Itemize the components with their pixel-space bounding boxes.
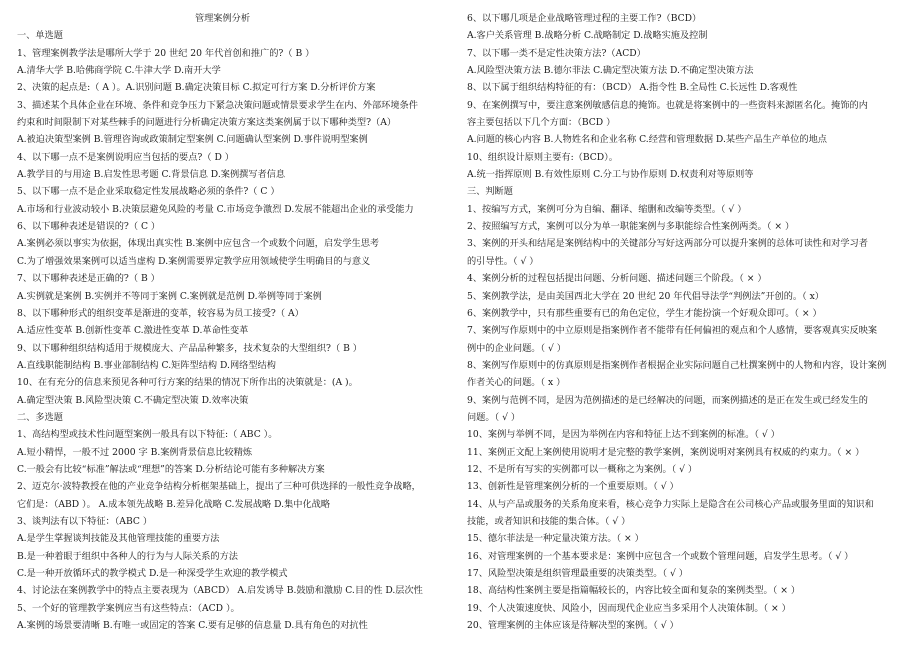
left-column	[17, 10, 458, 634]
text-line: 例中的企业问题。（ √ ）	[467, 342, 566, 354]
text-line: C.是一种开放循环式的教学模式 D.是一种深受学生欢迎的教学模式	[17, 568, 288, 579]
text-line: 1、高结构型或技术性问题型案例一般具有以下特征:（ ABC ）。	[17, 429, 278, 441]
text-line: A.适应性变革 B.创新性变革 C.激进性变革 D.革命性变革	[17, 325, 249, 337]
text-line: 一、单选题	[17, 30, 63, 42]
text-line: 10、在有充分的信息来预见各种可行方案的结果的情况下所作出的决策就是：(A )。	[17, 377, 358, 389]
text-line: 16、对管理案例的一个基本要求是：案例中应包含一个或数个管理问题，启发学生思考。（ √ ）	[467, 550, 854, 562]
text-line: A.直线职能制结构 B.事业部制结构 C.矩阵型结构 D.网络型结构	[17, 359, 276, 371]
document-title: 管理案例分析	[194, 13, 251, 24]
text-line: 4、案例分析的过程包括提出问题、分析问题、描述问题三个阶段。（ × ）	[467, 273, 767, 285]
text-line: 约束和时间限制下对某些棘手的问题进行分析确定决策方案这类案例属于以下哪种类型?（A）	[17, 117, 397, 129]
text-line: 三、判断题	[467, 186, 513, 198]
text-line: 1、管理案例教学法是哪所大学于 20 世纪 20 年代首创和推广的?（ B ）	[17, 47, 315, 59]
text-line: 6、案例教学中，只有那些重要有已的角色定位，学生才能扮演一个好观众即可。（ × ）	[467, 307, 822, 319]
text-line: 二、多选题	[17, 411, 63, 423]
text-line: 4、讨论法在案例教学中的特点主要表现为（ABCD） A.启发诱导 B.鼓励和激励 C.目的性 D.层次性	[17, 585, 423, 597]
text-line: 19、个人决策速度快、风险小，因而现代企业应当多采用个人决策体制。（ × ）	[467, 602, 791, 614]
text-line: 3、谈判法有以下特征：（ABC ）	[17, 515, 153, 527]
text-line: 15、德尔菲法是一种定量决策方法。（ × ）	[467, 533, 644, 545]
text-line: 11、案例正文配上案例使用说明才是完整的教学案例，案例说明对案例具有权威的约束力。（ × ）	[467, 446, 865, 458]
text-line: 9、以下哪种组织结构适用于规模庞大、产品品种繁多，技术复杂的大型组织?（ B ）	[17, 342, 362, 354]
text-line: 10、案例与举例不同，是因为举例在内容和特征上达不到案例的标准。（ √ ）	[467, 429, 780, 441]
text-line: A.教学目的与用途 B.启发性思考题 C.背景信息 D.案例撰写者信息	[17, 169, 286, 181]
text-line: A.确定型决策 B.风险型决策 C.不确定型决策 D.效率决策	[17, 394, 249, 406]
text-line: 18、高结构性案例主要是指篇幅较长的，内容比较全面和复杂的案例类型。（ × ）	[467, 585, 801, 597]
right-column	[467, 10, 908, 634]
text-line: A.短小精悍，一般不过 2000 字 B.案例背景信息比较精炼	[17, 446, 253, 458]
text-line: A.风险型决策方法 B.德尔菲法 C.确定型决策方法 D.不确定型决策方法	[467, 65, 754, 77]
text-line: C.为了增强效果案例可以适当虚构 D.案例需要界定教学应用领域使学生明确目的与意义	[17, 255, 371, 267]
text-line: 3、案例的开头和结尾是案例结构中的关键部分写好这两部分可以提升案例的总体可读性和对学习者	[467, 238, 868, 250]
text-line: 2、决策的起点是:（ A ）。A.识别问题 B.确定决策目标 C.拟定可行方案 D.分析评价方案	[17, 82, 376, 94]
text-line: 6、以下哪几项是企业战略管理过程的主要工作?（BCD）	[467, 13, 702, 24]
text-line: 1、按编写方式，案例可分为自编、翻译、缩删和改编等类型。（ √ ）	[467, 203, 747, 215]
text-line: 12、不是所有写实的实例都可以一概称之为案例。（ √ ）	[467, 463, 698, 475]
text-line: 容主要包括以下几个方面：（BCD ）	[467, 117, 616, 129]
text-line: 9、案例与范例不同，是因为范例描述的是已经解决的问题，而案例描述的是正在发生或已经发生的	[467, 394, 868, 406]
text-line: 17、风险型决策是组织管理最重要的决策类型。（ √ ）	[467, 568, 688, 579]
text-line: 8、案例写作原则中的仿真原则是指案例作者根据企业实际问题自己杜撰案例中的人物和内容，设计案例	[467, 359, 887, 371]
text-line: A.实例就是案例 B.实例并不等同于案例 C.案例就是范例 D.举例等同于案例	[17, 290, 322, 302]
text-line: 作者关心的问题。（ x ）	[467, 377, 566, 389]
text-line: A.案例的场景要清晰 B.有唯一或固定的答案 C.要有足够的信息量 D.具有角色的对抗性	[17, 620, 368, 632]
text-line: 的引导性。（ √ ）	[467, 255, 539, 267]
text-line: 6、以下哪种表述是错误的?（ C ）	[17, 221, 161, 233]
text-line: A.客户关系管理 B.战略分析 C.战略制定 D.战略实施及控制	[467, 30, 708, 42]
text-line: 8、以下哪种形式的组织变革是渐进的变革，较容易为员工接受?（ A）	[17, 307, 304, 319]
text-line: 10、组织设计原则主要有:（BCD）。	[467, 151, 618, 163]
text-line: 5、以下哪一点不是企业采取稳定性发展战略必须的条件?（ C ）	[17, 186, 280, 198]
text-line: 5、一个好的管理教学案例应当有这些特点：（ACD ）。	[17, 602, 240, 614]
text-line: 5、案例教学法，是由美国西北大学在 20 世纪 20 年代倡导法学“判例法”开创的。（ x）	[467, 290, 824, 302]
text-line: 3、描述某个具体企业在环境、条件和竞争压力下紧急决策问题或情景要求学生在内、外部环境条件	[17, 99, 418, 111]
text-line: 问题。（ √ ）	[467, 411, 521, 423]
text-line: 9、在案例撰写中，要注意案例敏感信息的掩饰。也就是将案例中的一些资料来源匿名化。掩饰的内	[467, 99, 868, 111]
text-line: 14、从与产品或服务的关系角度来看，核心竞争力实际上是隐含在公司核心产品或服务里面的知识和	[467, 498, 874, 510]
text-line: B.是一种着眼于组织中各种人的行为与人际关系的方法	[17, 550, 238, 562]
text-line: A.案例必须以事实为依据，体现出真实性 B.案例中应包含一个或数个问题，启发学生思考	[17, 238, 380, 250]
text-line: A.统一指挥原则 B.有效性原则 C.分工与协作原则 D.权责利对等原则等	[467, 169, 754, 181]
text-line: 7、以下哪种表述是正确的?（ B ）	[17, 273, 160, 285]
text-line: A.清华大学 B.哈佛商学院 C.牛津大学 D.南开大学	[17, 65, 221, 77]
text-line: 4、以下哪一点不是案例说明应当包括的要点?（ D ）	[17, 151, 234, 163]
text-line: 13、创新性是管理案例分析的一个重要原则。（ √ ）	[467, 481, 679, 493]
text-line: A.市场和行业波动较小 B.决策层避免风险的考量 C.市场竞争激烈 D.发展不能超出企业的承受能力	[17, 203, 414, 215]
text-line: 7、以下哪一类不是定性决策方法?（ACD）	[467, 47, 646, 59]
text-line: 2、按照编写方式，案例可以分为单一职能案例与多职能综合性案例两类。（ × ）	[467, 221, 795, 233]
text-line: A.被迫决策型案例 B.管理咨询或政策制定型案例 C.问题确认型案例 D.事件说明型案例	[17, 134, 368, 146]
text-line: 它们是：（ABD ）。 A.成本领先战略 B.差异化战略 C.发展战略 D.集中化战略	[17, 498, 331, 510]
text-line: 8、以下属于组织结构特征的有：（BCD） A.指令性 B.全局性 C.长远性 D.客观性	[467, 82, 798, 94]
text-line: C.一般会有比较“标准”解法或“理想”的答案 D.分析结论可能有多种解决方案	[17, 463, 325, 475]
text-line: 技能，或者知识和技能的集合体。（ √ ）	[467, 515, 631, 527]
text-line: 2、迈克尔·波特教授在他的产业竞争结构分析框架基础上，提出了三种可供选择的一般性竞争战略，	[17, 481, 421, 493]
text-line: A.问题的核心内容 B.人物姓名和企业名称 C.经营和管理数据 D.某些产品生产单位的地点	[467, 134, 827, 146]
text-line: A.是学生掌握谈判技能及其他管理技能的重要方法	[17, 533, 220, 545]
text-line: 7、案例写作原则中的中立原则是指案例作者不能带有任何偏袒的观点和个人感情，要客观真实反映案	[467, 325, 878, 337]
text-line: 20、管理案例的主体应该是待解决型的案例。（ √ ）	[467, 620, 679, 632]
